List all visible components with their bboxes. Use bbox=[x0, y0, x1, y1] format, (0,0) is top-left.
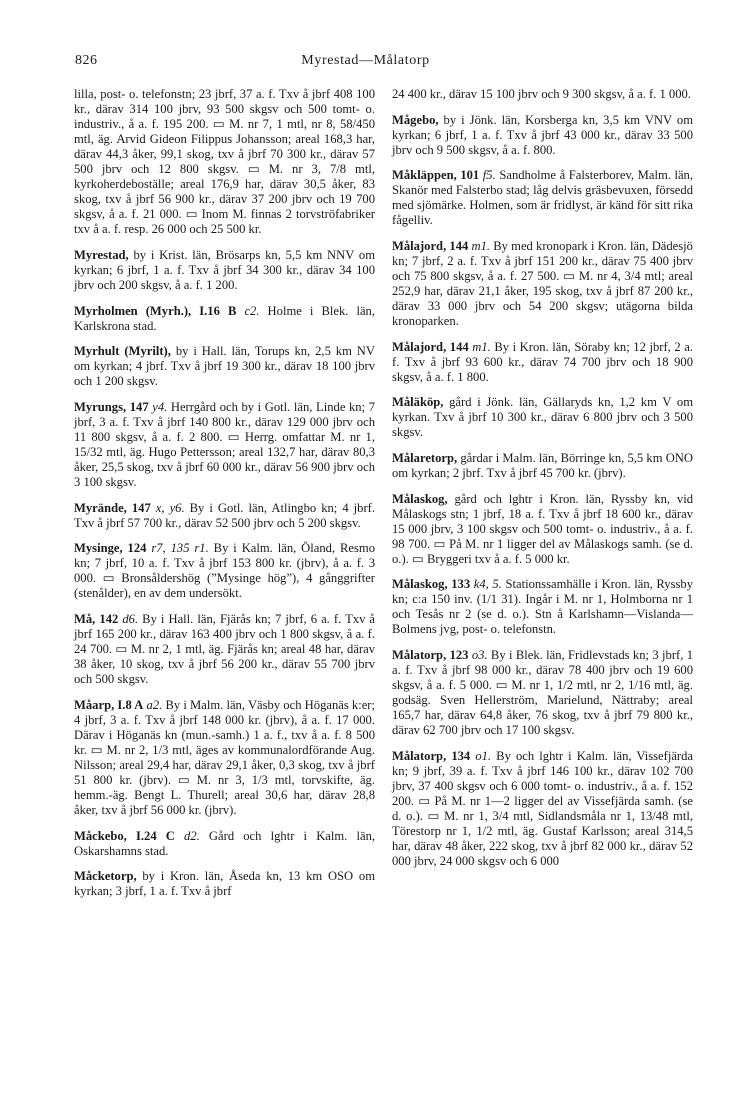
entry-text: Gård och lghtr i Kalm. län, Oskarshamns stad. bbox=[74, 828, 376, 858]
map-reference: c2. bbox=[236, 303, 260, 318]
headword: Målaskog, 133 bbox=[392, 577, 471, 592]
entry bbox=[74, 541, 375, 601]
entry bbox=[392, 340, 693, 385]
entry bbox=[74, 612, 375, 687]
entry bbox=[392, 239, 693, 329]
headword: Målatorp, 123 bbox=[392, 647, 469, 662]
headword: Myrholmen (Myrh.), I.16 B bbox=[74, 303, 237, 318]
headword: Måarp, I.8 A bbox=[74, 697, 144, 712]
entry-text: By i Hall. län, Fjärås kn; 7 jbrf, 6 a. f. Txv å jbrf 165 200 kr., därav 163 400 jbrv och 1 800 skgsv, å a. f. 24 700. ▭ M. nr 2, 1 mtl, äg. Fjärås kn; areal 48 har, därav 38 åker, 10 skog, txv å jbrf 56 200 kr., därav 55 700 jbrv och 500 skgsv. bbox=[74, 611, 376, 687]
headword: Målaskog, bbox=[392, 491, 448, 506]
map-reference: m1. bbox=[468, 238, 491, 253]
entry-text: By i Kalm. län, Öland, Resmo kn; 7 jbrf, 10 a. f. Txv å jbrf 153 800 kr. (jbrv), å a. f. 3 000. ▭ Bronsåldershög (”Mysinge hög”), 4 gånggrifter (stenålder), en av dem undersökt. bbox=[74, 541, 375, 601]
map-reference: d6. bbox=[118, 611, 139, 626]
entry bbox=[74, 698, 375, 818]
left-column bbox=[74, 87, 375, 910]
headword: Måläköp, bbox=[392, 395, 444, 410]
map-reference: k4, 5. bbox=[470, 577, 502, 592]
entry-text: by i Krist. län, Brösarps kn, 5,5 km NNV om kyrkan; 6 jbrf, 1 a. f. Txv å jbrf 34 300 kr., därav 34 100 jbrv och 200 skgsv, å a. f. 1 200. bbox=[74, 247, 375, 293]
headword: Myrände, 147 bbox=[74, 500, 151, 515]
entry-text: By och lghtr i Kalm. län, Vissefjärda kn; 9 jbrf, 39 a. f. Txv å jbrf 146 100 kr., därav 102 700 jbrv, 37 400 skgsv och 6 000 tomt- o. industriv., å a. f. 152 200. ▭ På M. nr 1—2 ligger del av Vissefjärda samh. (se d. o.). ▭ M. nr 1, 3/4 mtl, Sidlandsmåla nr 1, 13/48 mtl, Törestorp nr 1, 1/2 mtl, äg. Gustaf Karlsson; areal 314,5 har, därav 48 åker, 222 skog, txv å jbrf 82 000 kr., därav 52 000 jbrv, 24 000 skgsv och 6 000 bbox=[392, 748, 694, 869]
map-reference: o1. bbox=[470, 748, 492, 763]
headword: Målajord, 144 bbox=[392, 238, 469, 253]
entry-text: By med kronopark i Kron. län, Dädesjö kn; 7 jbrf, 2 a. f. Txv å jbrf 151 200 kr., därav 75 400 jbrv och 75 800 skgsv, å a. f. 27 500. ▭ M. nr 4, 3/4 mtl; areal 252,9 har, därav 21,1 åker, 195 skog, txv å jbrf 87 200 kr., därav 33 000 jbrv och 54 200 skgsv; utägorna bilda kronoparken. bbox=[392, 238, 693, 329]
entry-text: gård i Jönk. län, Gällaryds kn, 1,2 km V om kyrkan. Txv å jbrf 10 300 kr., därav 6 800 jbrv och 3 500 skgsv. bbox=[392, 395, 693, 440]
headword: Måcketorp, bbox=[74, 869, 137, 884]
headword: Myrhult (Myrilt), bbox=[74, 344, 171, 359]
entry-text: Sandholme å Falsterborev, Malm. län, Skanör med Falsterbo stad; låg delvis gräsbevuxen, försedd med sjömärke. Holmen, som är fridlyst, är känd för sitt rika fågelliv. bbox=[392, 168, 694, 228]
entry-text: gårdar i Malm. län, Börringe kn, 5,5 km ONO om kyrkan; 2 jbrf. Txv å jbrf 45 700 kr. (jbrv). bbox=[392, 450, 693, 480]
entry bbox=[392, 492, 693, 567]
map-reference: x, y6. bbox=[150, 500, 185, 515]
headword: Mågebo, bbox=[392, 112, 439, 127]
entry bbox=[74, 829, 375, 859]
headword: Målajord, 144 bbox=[392, 339, 469, 354]
entry-text: By i Blek. län, Fridlevstads kn; 3 jbrf, 1 a. f. Txv å jbrf 98 000 kr., därav 78 400 jbrv och 19 600 skgsv, å a. f. 5 000. ▭ M. nr 1, 1/2 mtl, nr 2, 1/16 mtl, äg. godsäg. Sven Hellerström, Marielund, Nättraby; areal 165,7 har, därav 64,8 åker, 76 skog, txv å jbrf 79 800 kr., därav 62 700 jbrv och 17 100 skgsv. bbox=[392, 647, 694, 738]
map-reference: f5. bbox=[479, 168, 496, 183]
entry bbox=[74, 304, 375, 334]
page-number: 826 bbox=[75, 53, 98, 68]
entry bbox=[392, 87, 693, 102]
map-reference: a2. bbox=[143, 697, 163, 712]
entry bbox=[74, 400, 375, 490]
entry-text: By i Kron. län, Söraby kn; 12 jbrf, 2 a. f. Txv å jbrf 93 600 kr., därav 74 700 jbrv och 18 900 skgsv, å a. f. 1 800. bbox=[392, 339, 693, 384]
right-column bbox=[392, 87, 693, 880]
entry-text: by i Jönk. län, Korsberga kn, 3,5 km VNV om kyrkan; 6 jbrf, 1 a. f. Txv å jbrf 43 000 kr., därav 33 500 jbrv och 9 500 skgsv, å a. f. 800. bbox=[392, 112, 693, 157]
entry-text: lilla, post- o. telefonstn; 23 jbrf, 37 a. f. Txv å jbrf 408 100 kr., därav 314 100 jbrv, 93 500 skgsv och 500 tomt- o. industriv., å a. f. 195 200. ▭ M. nr 7, 1 mtl, nr 8, 58/450 mtl, äg. Arvid Gideon Filippus Johansson; areal 168,3 har, därav 44,3 åker, 99,1 skog, txv å jbrf 70 300 kr., därav 57 500 jbrv och 12 800 skgsv. ▭ M. nr 3, 7/8 mtl, kyrkoherdeboställe; areal 176,9 har, därav 30,5 åker, 83 skog, txv å jbrf 56 900 kr., därav 37 200 jbrv och 19 700 skgsv, å a. f. 21 000. ▭ Inom M. finnas 2 torvströfabriker txv å a. f. resp. 26 000 och 25 500 kr. bbox=[74, 87, 375, 237]
entry-text: By i Malm. län, Väsby och Höganäs k:er; 4 jbrf, 3 a. f. Txv å jbrf 148 000 kr. (jbrv), å a. f. 17 000. Därav i Höganäs kn (mun.-samh.) 1 a. f., txv å a. f. 8 500 kr. ▭ M. nr 2, 1/3 mtl, äges av kommunalordförande Aug. Nilsson; areal 29,4 har, därav 29,1 åker, 0,3 skog, txv å jbrf 51 800 kr. (jbrv). ▭ M. nr 3, 1/3 mtl, torvskifte, äg. hemm.-äg. Bengt L. Thurell; areal 30,6 har, därav 28,8 åker, txv å jbrf 56 000 kr. (jbrv). bbox=[74, 697, 376, 817]
headword: Myrungs, 147 bbox=[74, 399, 149, 414]
entry-text: By i Gotl. län, Atlingbo kn; 4 jbrf. Txv å jbrf 57 700 kr., därav 52 500 jbrv och 5 200 skgsv. bbox=[74, 500, 375, 530]
headword: Målatorp, 134 bbox=[392, 748, 471, 763]
map-reference: r7, 135 r1. bbox=[146, 541, 209, 556]
entry bbox=[392, 577, 693, 637]
running-head: Myrestad—Målatorp bbox=[301, 53, 430, 68]
entry bbox=[392, 451, 693, 481]
entry bbox=[74, 344, 375, 389]
map-reference: m1. bbox=[468, 339, 491, 354]
entry-text: 24 400 kr., därav 15 100 jbrv och 9 300 skgsv, å a. f. 1 000. bbox=[392, 87, 691, 101]
entry-text: by i Hall. län, Torups kn, 2,5 km NV om kyrkan; 4 jbrf. Txv å jbrf 19 300 kr., därav 18 100 jbrv och 1 200 skgsv. bbox=[74, 344, 375, 389]
headword: Myrestad, bbox=[74, 247, 129, 262]
entry bbox=[74, 248, 375, 293]
map-reference: d2. bbox=[174, 828, 200, 843]
entry bbox=[392, 395, 693, 440]
entry bbox=[74, 869, 375, 899]
entry bbox=[392, 168, 693, 228]
headword: Mysinge, 124 bbox=[74, 541, 147, 556]
map-reference: y4. bbox=[148, 399, 168, 414]
entry bbox=[392, 648, 693, 738]
headword: Må, 142 bbox=[74, 611, 119, 626]
entry-text: Stationssamhälle i Kron. län, Ryssby kn; c:a 150 inv. (1/1 31). Ingår i M. nr 1, Holmborna nr 1 och Tesås nr 2 (se d. o.). Stn å Karlshamn—Vislanda—Bolmens jvg, post- o. telefonstn. bbox=[392, 577, 693, 637]
entry-text: Holme i Blek. län, Karlskrona stad. bbox=[74, 303, 376, 333]
entry bbox=[392, 749, 693, 869]
headword: Måkläppen, 101 bbox=[392, 168, 480, 183]
entry bbox=[392, 113, 693, 158]
entry bbox=[74, 501, 375, 531]
entry-text: gård och lghtr i Kron. län, Ryssby kn, vid Målaskogs stn; 1 jbrf, 18 a. f. Txv å jbrf 18 600 kr., därav 15 000 jbrv, 3 100 skgsv och 500 tomt- o. industriv., å a. f. 98 700. ▭ På M. nr 1 ligger del av Målaskogs samh. (se d. o.). ▭ Bryggeri txv å a. f. 5 000 kr. bbox=[392, 491, 693, 566]
headword: Måckebo, I.24 C bbox=[74, 828, 175, 843]
headword: Målaretorp, bbox=[392, 450, 458, 465]
entry bbox=[74, 87, 375, 237]
entry-text: by i Kron. län, Åseda kn, 13 km OSO om kyrkan; 3 jbrf, 1 a. f. Txv å jbrf bbox=[74, 869, 375, 899]
entry-text: Herrgård och by i Gotl. län, Linde kn; 7 jbrf, 3 a. f. Txv å jbrf 140 800 kr., därav 129 000 jbrv och 11 800 skgsv, å a. f. 2 800. ▭ Herrg. omfattar M. nr 1, 15/32 mtl, äg. Hugo Pettersson; areal 132,7 har, därav 80,3 åker, 25,5 skog, txv å jbrf 60 000 kr., därav 56 900 jbrv och 3 100 skgsv. bbox=[74, 399, 376, 490]
map-reference: o3. bbox=[468, 647, 488, 662]
